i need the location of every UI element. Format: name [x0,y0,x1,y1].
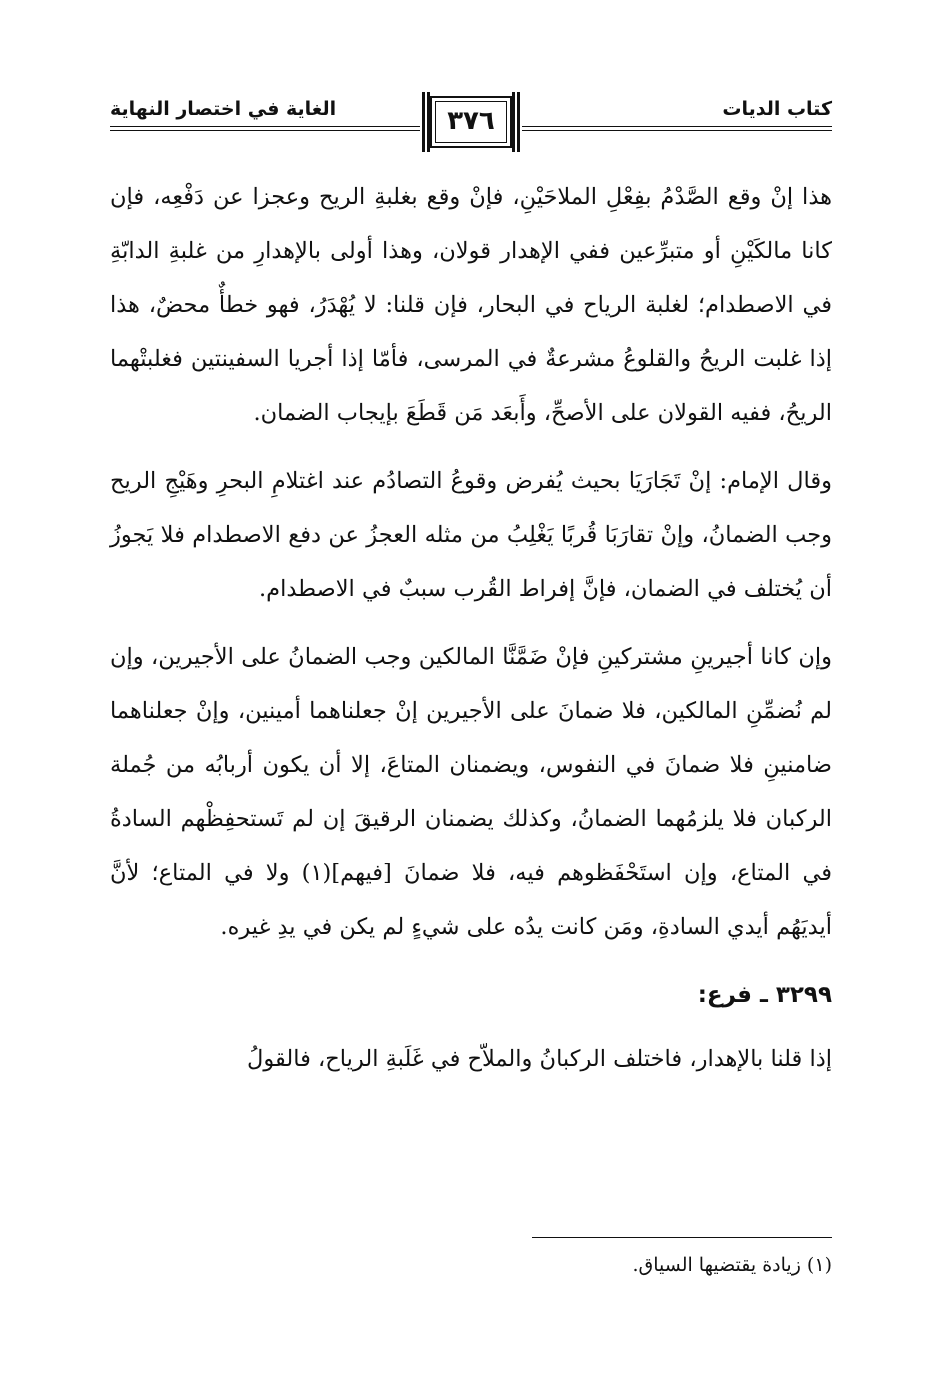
paragraph: إذا قلنا بالإهدار، فاختلف الركبانُ والملاّح في غَلَبةِ الرياح، فالقولُ [247,1046,832,1072]
section-heading: ٣٢٩٩ ـ فرع: [697,982,832,1008]
header-rule-right [522,126,832,131]
paragraph: وقال الإمام: إنْ تَجَارَيَا بحيث يُفرض وقوعُ التصادُم عند اغتلامِ البحرِ وهَيْجِ الريح وجب الضمانُ، وإنْ تقارَبَا قُربًا يَغْلِبُ من مثله العجزُ عن دفع الاصطدام فلا يَجوزُ أن يُختلف في الضمان، فإنَّ إفراط القُرب سببٌ في الاصطدام. [110,468,832,602]
header-rule-left [110,126,420,131]
book-title: الغاية في اختصار النهاية [110,98,337,120]
paragraph: وإن كانا أجيرينِ مشتركينِ فإنْ ضَمَّنَّا المالكين وجب الضمانُ على الأجيرين، وإن لم نُضمِّنِ المالكين، فلا ضمانَ على الأجيرين إنْ جعلناهما أمينين، وإنْ جعلناهما ضامنينِ فلا ضمانَ في النفوس، ويضمنان المتاعَ، إلا أن يكون أربابُه من جُملة الركبان فلا يلزمُهما الضمانُ، وكذلك يضمنان الرقيقَ إن لم تَستحفِظْهم السادةُ في المتاع، وإن استَحْفَظوهم فيه، فلا ضمانَ [فيهم](١) ولا في المتاع؛ لأنَّ أيديَهُم أيدي السادةِ، ومَن كانت يدُه على شيءٍ لم يكن في يدِ غيره. [110,644,832,940]
footnote: (١) زيادة يقتضيها السياق. [632,1254,832,1276]
main-text [110,170,832,1100]
page-number-box [422,92,520,152]
paragraph: هذا إنْ وقع الصَّدْمُ بفِعْلِ الملاحَيْنِ، فإنْ وقع بغلبةِ الريح وعجزا عن دَفْعِه، فإن كانا مالكَيْنِ أو متبرِّعين ففي الإهدار قولان، وهذا أولى بالإهدارِ من غلبةِ الدابّةِ في الاصطدام؛ لغلبة الرياح في البحار، فإن قلنا: لا يُهْدَرُ، فهو خطأٌ محضٌ، هذا إذا غلبت الريحُ والقلوعُ مشرعةٌ في المرسى، فأمّا إذا أجريا السفينتين فغلبتْهما الريحُ، ففيه القولان على الأصحِّ، وأَبعَد مَن قَطَعَ بإيجاب الضمان. [110,184,832,426]
footnote-rule [532,1237,832,1238]
chapter-title: كتاب الديات [722,98,832,120]
page-header [110,92,832,154]
page-number: ٣٧٦ [447,106,495,136]
